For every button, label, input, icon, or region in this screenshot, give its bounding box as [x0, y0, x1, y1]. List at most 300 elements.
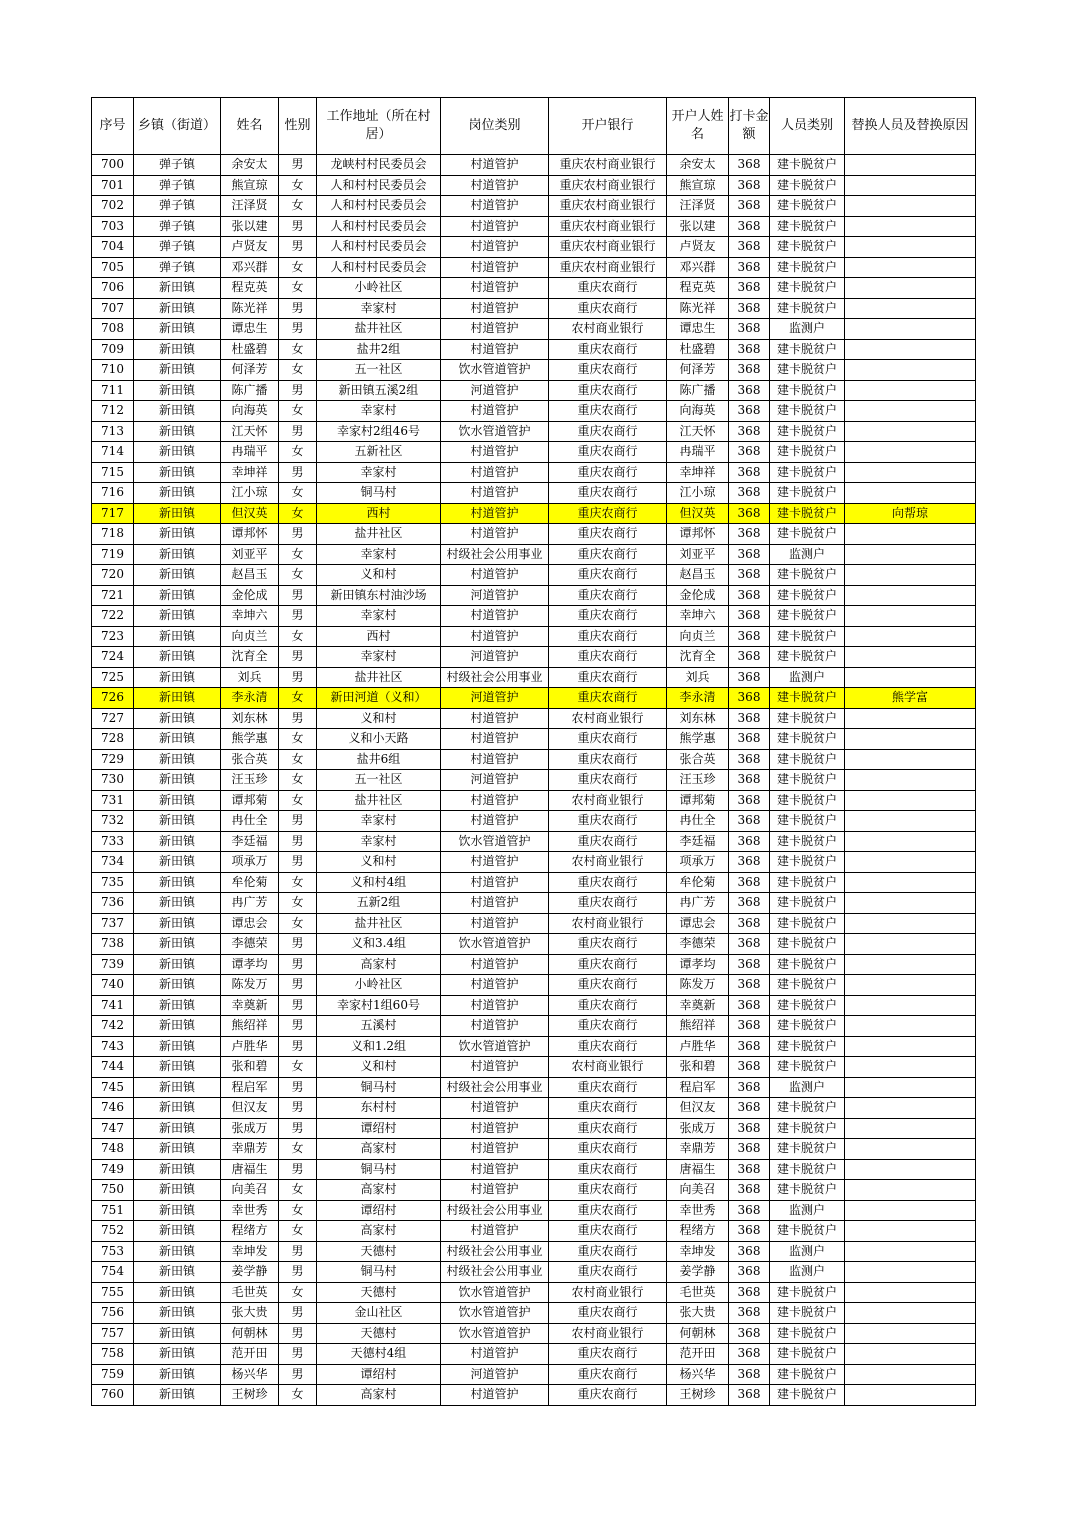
cell-gender: 男 [279, 954, 317, 975]
cell-account-holder: 金伦成 [667, 585, 729, 606]
cell-replacement [845, 1139, 976, 1160]
cell-town: 新田镇 [134, 1364, 221, 1385]
cell-account-holder: 张成万 [667, 1118, 729, 1139]
cell-replacement [845, 1016, 976, 1037]
cell-account-holder: 毛世英 [667, 1282, 729, 1303]
cell-bank: 重庆农商行 [549, 811, 667, 832]
cell-bank: 重庆农商行 [549, 729, 667, 750]
table-row [92, 852, 976, 873]
cell-work-address: 五溪村 [317, 1016, 441, 1037]
cell-account-holder: 汪玉珍 [667, 770, 729, 791]
cell-index: 714 [92, 442, 134, 463]
cell-gender: 男 [279, 975, 317, 996]
cell-work-address: 东村村 [317, 1098, 441, 1119]
cell-town: 新田镇 [134, 1180, 221, 1201]
cell-gender: 男 [279, 319, 317, 340]
table-row [92, 790, 976, 811]
cell-work-address: 五新社区 [317, 442, 441, 463]
cell-post-type: 村道管护 [441, 401, 549, 422]
cell-town: 新田镇 [134, 1200, 221, 1221]
cell-person-category: 建卡脱贫户 [770, 421, 845, 442]
cell-bank: 重庆农商行 [549, 339, 667, 360]
cell-work-address: 义和小天路 [317, 729, 441, 750]
cell-account-holder: 张大贵 [667, 1303, 729, 1324]
cell-amount: 368 [729, 1282, 770, 1303]
cell-replacement [845, 483, 976, 504]
cell-replacement [845, 1221, 976, 1242]
cell-gender: 女 [279, 175, 317, 196]
cell-amount: 368 [729, 770, 770, 791]
cell-bank: 重庆农商行 [549, 749, 667, 770]
cell-post-type: 村级社会公用事业 [441, 1241, 549, 1262]
table-row [92, 1221, 976, 1242]
cell-person-category: 建卡脱贫户 [770, 462, 845, 483]
cell-bank: 重庆农商行 [549, 606, 667, 627]
cell-account-holder: 赵昌玉 [667, 565, 729, 586]
cell-account-holder: 何泽芳 [667, 360, 729, 381]
cell-replacement [845, 1180, 976, 1201]
cell-account-holder: 李德荣 [667, 934, 729, 955]
cell-name: 刘东林 [221, 708, 279, 729]
cell-amount: 368 [729, 319, 770, 340]
cell-replacement [845, 298, 976, 319]
cell-amount: 368 [729, 831, 770, 852]
table-row [92, 995, 976, 1016]
cell-amount: 368 [729, 995, 770, 1016]
table-row [92, 667, 976, 688]
cell-replacement [845, 196, 976, 217]
table-row [92, 626, 976, 647]
cell-index: 733 [92, 831, 134, 852]
cell-post-type: 村道管护 [441, 175, 549, 196]
col-header-gender: 性别 [279, 98, 317, 155]
col-header-bank: 开户银行 [549, 98, 667, 155]
cell-town: 新田镇 [134, 462, 221, 483]
cell-person-category: 建卡脱贫户 [770, 483, 845, 504]
cell-person-category: 建卡脱贫户 [770, 893, 845, 914]
cell-index: 732 [92, 811, 134, 832]
cell-work-address: 铜马村 [317, 1077, 441, 1098]
cell-bank: 重庆农商行 [549, 1077, 667, 1098]
cell-post-type: 河道管护 [441, 380, 549, 401]
cell-name: 陈发万 [221, 975, 279, 996]
cell-account-holder: 程克英 [667, 278, 729, 299]
table-row [92, 175, 976, 196]
cell-bank: 重庆农商行 [549, 1262, 667, 1283]
cell-amount: 368 [729, 975, 770, 996]
cell-gender: 女 [279, 278, 317, 299]
cell-town: 新田镇 [134, 913, 221, 934]
cell-replacement [845, 913, 976, 934]
table-row [92, 913, 976, 934]
cell-replacement [845, 1098, 976, 1119]
cell-gender: 女 [279, 339, 317, 360]
cell-gender: 男 [279, 995, 317, 1016]
cell-index: 758 [92, 1344, 134, 1365]
cell-amount: 368 [729, 606, 770, 627]
cell-town: 新田镇 [134, 1057, 221, 1078]
table-row [92, 360, 976, 381]
cell-town: 新田镇 [134, 401, 221, 422]
cell-gender: 男 [279, 380, 317, 401]
cell-amount: 368 [729, 872, 770, 893]
cell-post-type: 村道管护 [441, 872, 549, 893]
cell-work-address: 新田河道（义和） [317, 688, 441, 709]
cell-replacement [845, 708, 976, 729]
table-row [92, 442, 976, 463]
cell-index: 727 [92, 708, 134, 729]
cell-bank: 农村商业银行 [549, 708, 667, 729]
cell-post-type: 村道管护 [441, 790, 549, 811]
cell-post-type: 村道管护 [441, 811, 549, 832]
cell-index: 754 [92, 1262, 134, 1283]
cell-index: 702 [92, 196, 134, 217]
cell-amount: 368 [729, 811, 770, 832]
cell-gender: 男 [279, 1016, 317, 1037]
col-header-amount: 打卡金额 [729, 98, 770, 155]
cell-bank: 重庆农商行 [549, 380, 667, 401]
cell-name: 李德荣 [221, 934, 279, 955]
cell-name: 张合英 [221, 749, 279, 770]
table-row [92, 565, 976, 586]
cell-replacement [845, 811, 976, 832]
cell-name: 何朝林 [221, 1323, 279, 1344]
cell-account-holder: 江天怀 [667, 421, 729, 442]
cell-post-type: 村道管护 [441, 729, 549, 750]
cell-replacement [845, 442, 976, 463]
cell-name: 幸奠新 [221, 995, 279, 1016]
cell-replacement [845, 380, 976, 401]
cell-amount: 368 [729, 688, 770, 709]
cell-post-type: 饮水管道管护 [441, 1036, 549, 1057]
cell-replacement [845, 544, 976, 565]
cell-amount: 368 [729, 585, 770, 606]
cell-account-holder: 谭忠会 [667, 913, 729, 934]
cell-person-category: 建卡脱贫户 [770, 1139, 845, 1160]
table-row [92, 1180, 976, 1201]
cell-town: 新田镇 [134, 667, 221, 688]
table-row [92, 216, 976, 237]
cell-account-holder: 但汉友 [667, 1098, 729, 1119]
cell-amount: 368 [729, 1180, 770, 1201]
cell-gender: 男 [279, 1303, 317, 1324]
cell-gender: 女 [279, 1057, 317, 1078]
cell-amount: 368 [729, 462, 770, 483]
cell-index: 725 [92, 667, 134, 688]
cell-account-holder: 幸世秀 [667, 1200, 729, 1221]
cell-post-type: 饮水管道管护 [441, 1323, 549, 1344]
cell-account-holder: 向海英 [667, 401, 729, 422]
table-row [92, 421, 976, 442]
cell-post-type: 河道管护 [441, 585, 549, 606]
cell-bank: 重庆农商行 [549, 647, 667, 668]
cell-bank: 重庆农商行 [549, 298, 667, 319]
cell-person-category: 监测户 [770, 319, 845, 340]
cell-replacement [845, 339, 976, 360]
cell-post-type: 村道管护 [441, 196, 549, 217]
cell-gender: 男 [279, 524, 317, 545]
table-row [92, 1364, 976, 1385]
cell-person-category: 建卡脱贫户 [770, 503, 845, 524]
cell-town: 新田镇 [134, 831, 221, 852]
cell-person-category: 监测户 [770, 1077, 845, 1098]
cell-work-address: 人和村村民委员会 [317, 237, 441, 258]
cell-account-holder: 江小琼 [667, 483, 729, 504]
cell-replacement [845, 421, 976, 442]
cell-account-holder: 幸坤发 [667, 1241, 729, 1262]
cell-gender: 男 [279, 1098, 317, 1119]
table-row [92, 380, 976, 401]
cell-name: 沈育全 [221, 647, 279, 668]
table-row [92, 155, 976, 176]
table-row [92, 1036, 976, 1057]
cell-replacement [845, 278, 976, 299]
cell-post-type: 村道管护 [441, 483, 549, 504]
cell-person-category: 建卡脱贫户 [770, 647, 845, 668]
cell-amount: 368 [729, 1303, 770, 1324]
cell-name: 张以建 [221, 216, 279, 237]
cell-replacement [845, 872, 976, 893]
cell-account-holder: 熊宣琼 [667, 175, 729, 196]
cell-replacement [845, 1303, 976, 1324]
cell-name: 毛世英 [221, 1282, 279, 1303]
cell-amount: 368 [729, 1118, 770, 1139]
cell-account-holder: 谭邦怀 [667, 524, 729, 545]
cell-post-type: 村道管护 [441, 1118, 549, 1139]
cell-amount: 368 [729, 1200, 770, 1221]
cell-post-type: 村道管护 [441, 298, 549, 319]
cell-post-type: 村道管护 [441, 257, 549, 278]
cell-town: 新田镇 [134, 544, 221, 565]
cell-bank: 重庆农商行 [549, 1139, 667, 1160]
cell-town: 弹子镇 [134, 237, 221, 258]
cell-gender: 女 [279, 872, 317, 893]
cell-name: 刘兵 [221, 667, 279, 688]
table-row [92, 544, 976, 565]
cell-name: 卢贤友 [221, 237, 279, 258]
cell-name: 张成万 [221, 1118, 279, 1139]
cell-town: 新田镇 [134, 503, 221, 524]
cell-town: 新田镇 [134, 1344, 221, 1365]
cell-town: 新田镇 [134, 421, 221, 442]
cell-post-type: 村道管护 [441, 1221, 549, 1242]
cell-index: 707 [92, 298, 134, 319]
cell-town: 弹子镇 [134, 175, 221, 196]
cell-name: 牟伦菊 [221, 872, 279, 893]
cell-gender: 男 [279, 606, 317, 627]
cell-index: 710 [92, 360, 134, 381]
cell-bank: 农村商业银行 [549, 790, 667, 811]
cell-person-category: 建卡脱贫户 [770, 688, 845, 709]
cell-gender: 女 [279, 442, 317, 463]
table-body [92, 155, 976, 1406]
table-row [92, 1262, 976, 1283]
cell-amount: 368 [729, 1098, 770, 1119]
cell-gender: 男 [279, 1241, 317, 1262]
cell-bank: 重庆农商行 [549, 1303, 667, 1324]
cell-name: 谭邦怀 [221, 524, 279, 545]
cell-person-category: 建卡脱贫户 [770, 790, 845, 811]
cell-amount: 368 [729, 708, 770, 729]
cell-account-holder: 幸鼎芳 [667, 1139, 729, 1160]
cell-town: 新田镇 [134, 626, 221, 647]
cell-work-address: 铜马村 [317, 1159, 441, 1180]
cell-index: 753 [92, 1241, 134, 1262]
cell-person-category: 监测户 [770, 667, 845, 688]
cell-bank: 重庆农商行 [549, 421, 667, 442]
cell-post-type: 村级社会公用事业 [441, 667, 549, 688]
cell-bank: 重庆农村商业银行 [549, 175, 667, 196]
cell-work-address: 人和村村民委员会 [317, 196, 441, 217]
cell-gender: 女 [279, 360, 317, 381]
cell-account-holder: 何朝林 [667, 1323, 729, 1344]
cell-index: 724 [92, 647, 134, 668]
cell-replacement [845, 175, 976, 196]
cell-gender: 男 [279, 811, 317, 832]
cell-post-type: 村道管护 [441, 893, 549, 914]
cell-gender: 女 [279, 565, 317, 586]
cell-name: 江小琼 [221, 483, 279, 504]
cell-amount: 368 [729, 237, 770, 258]
cell-work-address: 幸家村1组60号 [317, 995, 441, 1016]
cell-person-category: 建卡脱贫户 [770, 954, 845, 975]
table-row [92, 401, 976, 422]
cell-person-category: 建卡脱贫户 [770, 872, 845, 893]
cell-post-type: 河道管护 [441, 647, 549, 668]
cell-gender: 男 [279, 216, 317, 237]
cell-person-category: 建卡脱贫户 [770, 606, 845, 627]
col-header-account-holder: 开户人姓名 [667, 98, 729, 155]
cell-index: 722 [92, 606, 134, 627]
cell-amount: 368 [729, 565, 770, 586]
cell-post-type: 饮水管道管护 [441, 934, 549, 955]
cell-gender: 女 [279, 544, 317, 565]
cell-amount: 368 [729, 1139, 770, 1160]
cell-account-holder: 程启军 [667, 1077, 729, 1098]
cell-town: 新田镇 [134, 1221, 221, 1242]
cell-amount: 368 [729, 1036, 770, 1057]
cell-name: 幸坤发 [221, 1241, 279, 1262]
cell-post-type: 村道管护 [441, 1057, 549, 1078]
cell-amount: 368 [729, 503, 770, 524]
cell-account-holder: 谭孝均 [667, 954, 729, 975]
cell-index: 730 [92, 770, 134, 791]
cell-name: 谭忠生 [221, 319, 279, 340]
cell-person-category: 建卡脱贫户 [770, 380, 845, 401]
cell-index: 741 [92, 995, 134, 1016]
cell-bank: 重庆农商行 [549, 565, 667, 586]
cell-gender: 女 [279, 1221, 317, 1242]
cell-work-address: 盐井社区 [317, 524, 441, 545]
table-row [92, 1282, 976, 1303]
cell-name: 谭邦菊 [221, 790, 279, 811]
table-row [92, 1323, 976, 1344]
cell-name: 冉仕全 [221, 811, 279, 832]
cell-amount: 368 [729, 934, 770, 955]
cell-gender: 女 [279, 196, 317, 217]
cell-bank: 重庆农商行 [549, 770, 667, 791]
cell-gender: 男 [279, 462, 317, 483]
cell-account-holder: 谭邦菊 [667, 790, 729, 811]
cell-amount: 368 [729, 216, 770, 237]
cell-bank: 农村商业银行 [549, 852, 667, 873]
cell-account-holder: 幸坤六 [667, 606, 729, 627]
cell-person-category: 建卡脱贫户 [770, 934, 845, 955]
cell-town: 新田镇 [134, 729, 221, 750]
cell-amount: 368 [729, 1221, 770, 1242]
cell-amount: 368 [729, 893, 770, 914]
cell-bank: 重庆农商行 [549, 1364, 667, 1385]
cell-person-category: 建卡脱贫户 [770, 708, 845, 729]
cell-account-holder: 唐福生 [667, 1159, 729, 1180]
col-header-replacement: 替换人员及替换原因 [845, 98, 976, 155]
cell-index: 738 [92, 934, 134, 955]
cell-index: 752 [92, 1221, 134, 1242]
cell-index: 700 [92, 155, 134, 176]
cell-name: 江天怀 [221, 421, 279, 442]
cell-post-type: 村道管护 [441, 319, 549, 340]
cell-work-address: 义和村 [317, 565, 441, 586]
cell-index: 726 [92, 688, 134, 709]
cell-replacement [845, 852, 976, 873]
cell-name: 余安太 [221, 155, 279, 176]
cell-town: 新田镇 [134, 893, 221, 914]
cell-work-address: 幸家村2组46号 [317, 421, 441, 442]
cell-amount: 368 [729, 1057, 770, 1078]
cell-index: 736 [92, 893, 134, 914]
cell-gender: 女 [279, 729, 317, 750]
cell-gender: 男 [279, 831, 317, 852]
cell-town: 新田镇 [134, 278, 221, 299]
cell-replacement [845, 1057, 976, 1078]
cell-work-address: 幸家村 [317, 462, 441, 483]
cell-town: 新田镇 [134, 811, 221, 832]
cell-bank: 重庆农商行 [549, 893, 667, 914]
cell-amount: 368 [729, 298, 770, 319]
cell-name: 向贞兰 [221, 626, 279, 647]
cell-post-type: 村级社会公用事业 [441, 544, 549, 565]
cell-person-category: 建卡脱贫户 [770, 626, 845, 647]
cell-account-holder: 冉广芳 [667, 893, 729, 914]
cell-index: 742 [92, 1016, 134, 1037]
cell-town: 新田镇 [134, 1282, 221, 1303]
cell-work-address: 幸家村 [317, 831, 441, 852]
cell-town: 新田镇 [134, 1098, 221, 1119]
cell-account-holder: 牟伦菊 [667, 872, 729, 893]
cell-gender: 女 [279, 1180, 317, 1201]
cell-account-holder: 卢胜华 [667, 1036, 729, 1057]
cell-account-holder: 李永清 [667, 688, 729, 709]
cell-gender: 男 [279, 1159, 317, 1180]
cell-post-type: 村道管护 [441, 1385, 549, 1406]
cell-post-type: 村道管护 [441, 216, 549, 237]
cell-gender: 男 [279, 1364, 317, 1385]
cell-person-category: 建卡脱贫户 [770, 831, 845, 852]
cell-work-address: 幸家村 [317, 401, 441, 422]
cell-index: 711 [92, 380, 134, 401]
cell-bank: 重庆农商行 [549, 401, 667, 422]
cell-name: 姜学静 [221, 1262, 279, 1283]
col-header-town: 乡镇（街道） [134, 98, 221, 155]
cell-account-holder: 熊学惠 [667, 729, 729, 750]
table-row [92, 1118, 976, 1139]
cell-bank: 重庆农商行 [549, 278, 667, 299]
cell-replacement [845, 216, 976, 237]
cell-amount: 368 [729, 1077, 770, 1098]
cell-account-holder: 向贞兰 [667, 626, 729, 647]
cell-work-address: 高家村 [317, 1385, 441, 1406]
cell-town: 新田镇 [134, 1016, 221, 1037]
